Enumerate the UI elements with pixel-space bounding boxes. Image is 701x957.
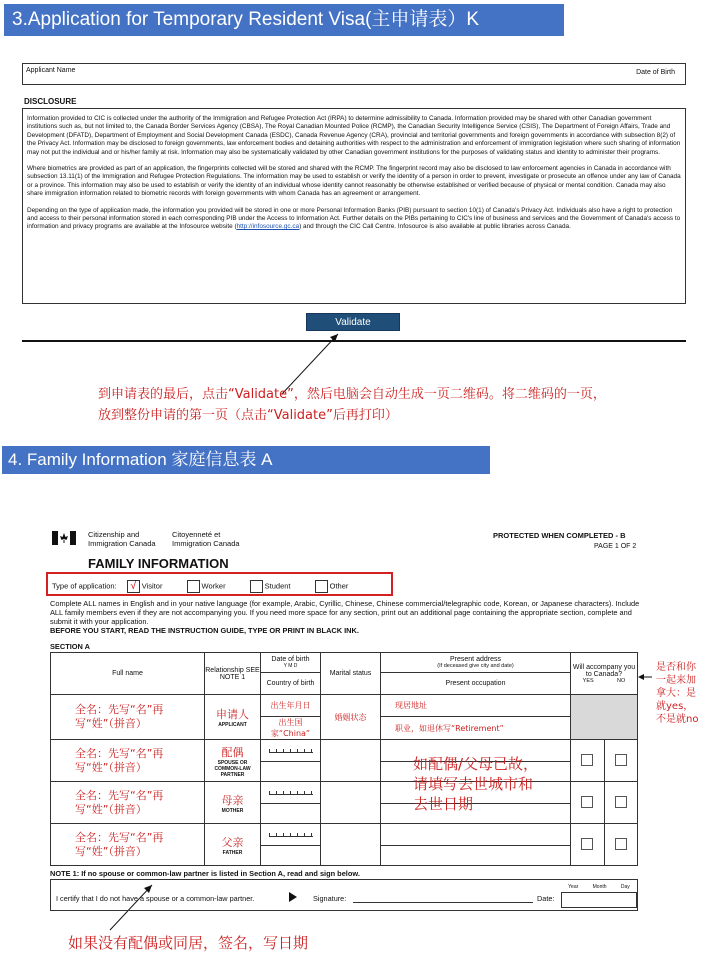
dob-cell[interactable]	[261, 740, 321, 762]
no-checkbox[interactable]	[615, 754, 627, 766]
rel-en: APPLICANT	[218, 722, 247, 728]
relationship-cell	[205, 824, 261, 866]
rel-cn: 申请人	[216, 708, 249, 721]
date-parts	[561, 884, 637, 890]
applicant-name-label: Applicant Name	[26, 67, 76, 74]
marital-cell[interactable]	[321, 782, 381, 824]
protected-label: PROTECTED WHEN COMPLETED - B	[493, 531, 626, 540]
country-cell[interactable]	[261, 846, 321, 866]
fullname-cell[interactable]: 全名：先写“名”再写“姓”（拼音）	[51, 782, 205, 824]
application-type-box	[46, 572, 393, 596]
disclosure-paragraph: Where biometrics are provided as part of an application, the fingerprints collected will be stored and shared with the RCMP. The fingerprint record may also be disclosed to law enforcement agencies in Canada in accordance with subsection 13.11(1) of the Immigration and Refugee Protection Regulations. The information may be used to establish or verify the identity of a person in order to prevent, investigate or prosecute an offence under any law of Canada or a province. This information may also be used to establish or verify the identity of an individual whose identity cannot reasonably be otherwise established or verified because of physical or mental condition. Canada may also share immigration information related to biometric records with foreign governments with whom Canada has an agreement or arrangement.	[27, 165, 681, 198]
date-of-birth-label: Date of Birth	[636, 69, 675, 76]
other-checkbox[interactable]	[315, 580, 328, 593]
application-type-label: Type of application:	[52, 581, 117, 591]
yes-label: YES	[582, 677, 594, 684]
address-cell[interactable]: 现居地址	[381, 695, 571, 717]
instructions-text: Complete ALL names in English and in your native language (for example, Arabic, Cyrillic, Chinese, Chinese commercial/telegraphic code, Korean, or Japanese characters). Include ALL family members even if they are not accompanying you. If you need more space for any section, print out an additional page containing the appropriate section, complete and submit it with your application.	[50, 599, 640, 626]
form-instructions	[50, 599, 640, 635]
rel-en: FATHER	[222, 849, 243, 856]
rel-en: MOTHER	[221, 807, 244, 814]
no-checkbox[interactable]	[615, 796, 627, 808]
relationship-cell	[205, 740, 261, 782]
certify-text: I certify that I do not have a spouse or a common-law partner.	[56, 894, 255, 903]
note-1: NOTE 1: If no spouse or common-law partner is listed in Section A, read and sign below.	[50, 869, 360, 878]
note-line: 到申请表的最后，点击“Validate”，然后电脑会自动生成一页二维码。将二维码的一页，	[98, 387, 606, 402]
month-label: Month	[592, 884, 607, 890]
date-field[interactable]	[561, 892, 637, 908]
disclosure-paragraph: Information provided to CIC is collected under the authority of the Immigration and Refugee Protection Act (IRPA) to determine admissibility to Canada. Information provided may be shared with other Canadian government institutions such as, but not limited to, the Canada Border Services Agency (CBSA), The Royal Canadian Mounted Police (RCMP), the Canadian Security Intelligence Service (CSIS), The Department of Foreign Affairs, Trade and Development (DFATD), Department of Employment and Social Development Canada (ESDC), Canada Revenue Agency (CRA), provincial and territorial governments and foreign governments in accordance with subsection 8(2) of the Privacy Act. Information may be disclosed to foreign governments, law enforcement bodies and detaining authorities with respect to the administration and enforcement of immigration legislation where such sharing of information may not put the individual and or his/her family at risk. Information may also be systematically validated by other Canadian government institutions for the purposes of validating status and identity to administer their programs.	[27, 115, 681, 156]
form-title: FAMILY INFORMATION	[88, 556, 229, 571]
canada-flag-icon	[52, 531, 76, 545]
marital-cell[interactable]	[321, 740, 381, 782]
disclosure-text: ) and through the CIC Call Centre. Infosource is also available at public libraries across Canada.	[299, 223, 571, 231]
no-label: NO	[617, 677, 626, 684]
dob-label: Date of birth	[271, 656, 310, 663]
country-cell[interactable]: 出生国家“China”	[261, 717, 321, 740]
country-cell[interactable]	[261, 762, 321, 782]
col-fullname: Full name	[51, 653, 205, 695]
disclosure-text: Depending on the type of application made, the information you provided will be stored in one or more Personal Information Banks (PIB) pursuant to section 10(1) of Canada's Privacy Act. Individuals also have a right to protection and access to their personal information stored in each corresponding PIB under the Access to Information Act. Further details on the PIBs pertaining to CIC's line of business and services and the Government of Canada's access to information and privacy programs are available at the Infosource website (	[27, 206, 681, 231]
address-cell[interactable]	[381, 824, 571, 846]
date-ticks	[269, 789, 313, 795]
fullname-cell[interactable]: 全名：先写“名”再写“姓”（拼音）	[51, 740, 205, 782]
certify-box	[50, 879, 638, 911]
section-a-label: SECTION A	[50, 642, 90, 651]
page-number: PAGE 1 OF 2	[594, 543, 637, 550]
marital-cell[interactable]: 婚姻状态	[321, 695, 381, 740]
disclosure-title: DISCLOSURE	[24, 97, 77, 106]
col-dob	[261, 653, 321, 673]
rel-cn: 母亲	[221, 793, 244, 807]
address-label: Present address	[450, 656, 501, 663]
day-label: Day	[620, 884, 630, 890]
no-cell[interactable]	[604, 740, 638, 782]
yes-cell[interactable]	[571, 740, 605, 782]
student-label: Student	[264, 581, 291, 591]
occupation-cell[interactable]: 职业，如退休写“Retirement”	[381, 717, 571, 740]
col-country: Country of birth	[261, 673, 321, 695]
yes-checkbox[interactable]	[581, 838, 593, 850]
relationship-cell	[205, 782, 261, 824]
col-occupation: Present occupation	[381, 673, 571, 695]
visitor-checkbox[interactable]: √	[127, 580, 140, 593]
relationship-cell	[205, 695, 261, 740]
no-checkbox[interactable]	[615, 838, 627, 850]
gov-name-fr	[172, 530, 240, 548]
ymd-label: Y M D	[283, 663, 298, 669]
other-label: Other	[329, 581, 349, 591]
date-ticks	[269, 747, 313, 753]
gov-name-line: Citizenship and	[88, 530, 140, 539]
gov-name-line: Citoyenneté et	[172, 530, 221, 539]
validate-instruction-note	[98, 384, 698, 426]
family-table	[50, 652, 638, 866]
dob-cell[interactable]	[261, 824, 321, 846]
validate-button[interactable]: Validate	[306, 313, 400, 331]
col-will-accompany	[571, 653, 638, 695]
yes-checkbox[interactable]	[581, 754, 593, 766]
gov-name-en	[88, 530, 156, 548]
no-cell[interactable]	[604, 824, 638, 866]
country-cell[interactable]	[261, 804, 321, 824]
col-relationship: Relationship SEE NOTE 1	[205, 653, 261, 695]
student-checkbox[interactable]	[250, 580, 263, 593]
dob-cell[interactable]	[261, 782, 321, 804]
section-header-trv: 3.Application for Temporary Resident Visa(主申请表）K	[4, 4, 564, 36]
fullname-cell[interactable]: 全名：先写“名”再写“姓”（拼音）	[51, 695, 205, 740]
gov-name-line: Immigration Canada	[88, 539, 156, 548]
infosource-link[interactable]: http://infosource.gc.ca	[236, 223, 300, 231]
date-ticks	[269, 831, 313, 837]
marital-cell[interactable]	[321, 824, 381, 866]
date-label: Date:	[537, 894, 555, 903]
yes-cell[interactable]	[571, 782, 605, 824]
rel-cn: 配偶	[221, 745, 244, 759]
fullname-cell[interactable]: 全名：先写“名”再写“姓”（拼音）	[51, 824, 205, 866]
no-cell[interactable]	[604, 782, 638, 824]
rel-en: SPOUSE OR COMMON-LAW PARTNER	[214, 759, 251, 778]
signature-field[interactable]	[353, 902, 533, 903]
worker-checkbox[interactable]	[187, 580, 200, 593]
address-sublabel: (If deceased give city and date)	[437, 663, 514, 669]
accompany-cell-grey	[571, 695, 638, 740]
arrow-head	[638, 674, 644, 680]
occupation-cell[interactable]	[381, 846, 571, 866]
deceased-note: 如配偶/父母已故，请填写去世城市和去世日期	[413, 755, 539, 813]
year-label: Year	[568, 884, 579, 890]
will-accompany-label: Will accompany you to Canada?	[572, 663, 636, 678]
visitor-label: Visitor	[141, 581, 163, 591]
note-line: 放到整份申请的第一页（点击“Validate”后再打印）	[98, 408, 398, 423]
col-address	[381, 653, 571, 673]
gov-name-line: Immigration Canada	[172, 539, 240, 548]
play-arrow-icon	[289, 892, 297, 902]
spouse-footnote: 如果没有配偶或同居，签名，写日期	[68, 934, 309, 952]
accompany-side-note: 是否和你一起来加拿大：是就yes，不是就no	[656, 662, 699, 725]
signature-label: Signature:	[313, 894, 347, 903]
worker-label: Worker	[201, 581, 226, 591]
dob-cell[interactable]: 出生年月日	[261, 695, 321, 717]
rel-cn: 父亲	[221, 835, 244, 849]
before-you-start-text: BEFORE YOU START, READ THE INSTRUCTION GUIDE, TYPE OR PRINT IN BLACK INK.	[50, 626, 359, 635]
section-header-family: 4. Family Information 家庭信息表 A	[2, 446, 490, 474]
yes-checkbox[interactable]	[581, 796, 593, 808]
col-marital: Marital status	[321, 653, 381, 695]
yes-cell[interactable]	[571, 824, 605, 866]
